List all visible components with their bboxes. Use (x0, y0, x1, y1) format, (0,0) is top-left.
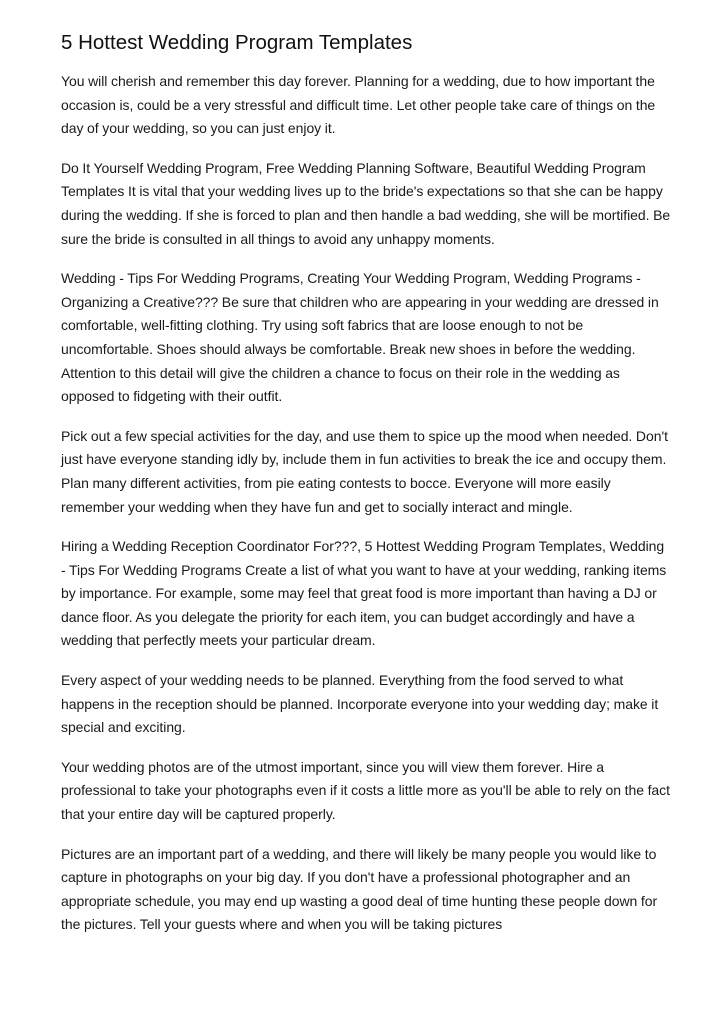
page-title: 5 Hottest Wedding Program Templates (61, 31, 413, 54)
paragraph-3: Wedding - Tips For Wedding Programs, Creating Your Wedding Program, Wedding Programs - Organizing a Creative??? Be sure that children who are appearing in your wedding are dressed in comfortable, well-fitting clothing. Try using soft fabrics that are loose enough to not be uncomfortable. Shoes should always be comfortable. Break new shoes in before the wedding. Attention to this detail will give the children a chance to focus on their role in the wedding as opposed to fidgeting with their outfit. (61, 270, 659, 405)
paragraph-5: Hiring a Wedding Reception Coordinator For???, 5 Hottest Wedding Program Templates, Wedding - Tips For Wedding Programs Create a list of what you want to have at your wedding, ranking items by importance. For example, some may feel that great food is more important than having a DJ or dance floor. As you delegate the priority for each item, you can budget accordingly and have a wedding that perfectly meets your particular dream. (61, 538, 667, 649)
document-page (61, 30, 671, 953)
paragraph-1: You will cherish and remember this day forever. Planning for a wedding, due to how important the occasion is, could be a very stressful and difficult time. Let other people take care of things on the day of your wedding, so you can just enjoy it. (61, 73, 656, 137)
paragraph-8: Pictures are an important part of a wedding, and there will likely be many people you would like to capture in photographs on your big day. If you don't have a professional photographer and an appropriate schedule, you may end up wasting a good deal of time hunting these people down for the pictures. Tell your guests where and when you will be taking pictures (61, 845, 658, 933)
paragraph-2: Do It Yourself Wedding Program, Free Wedding Planning Software, Beautiful Wedding Program Templates It is vital that your wedding lives up to the bride's expectations so that she can be happy during the wedding. If she is forced to plan and then handle a bad wedding, she will be mortified. Be sure the bride is consulted in all things to avoid any unhappy moments. (61, 159, 671, 247)
paragraph-4: Pick out a few special activities for the day, and use them to spice up the mood when needed. Don't just have everyone standing idly by, include them in fun activities to break the ice and occupy them. Plan many different activities, from pie eating contests to bocce. Everyone will more easily remember your wedding when they have fun and get to socially interact and mingle. (61, 427, 668, 515)
paragraph-7: Your wedding photos are of the utmost important, since you will view them forever. Hire a professional to take your photographs even if it costs a little more as you'll be able to rely on the fact that your entire day will be captured properly. (61, 758, 670, 823)
paragraph-6: Every aspect of your wedding needs to be planned. Everything from the food served to what happens in the reception should be planned. Incorporate everyone into your wedding day; make it special and exciting. (61, 672, 659, 736)
